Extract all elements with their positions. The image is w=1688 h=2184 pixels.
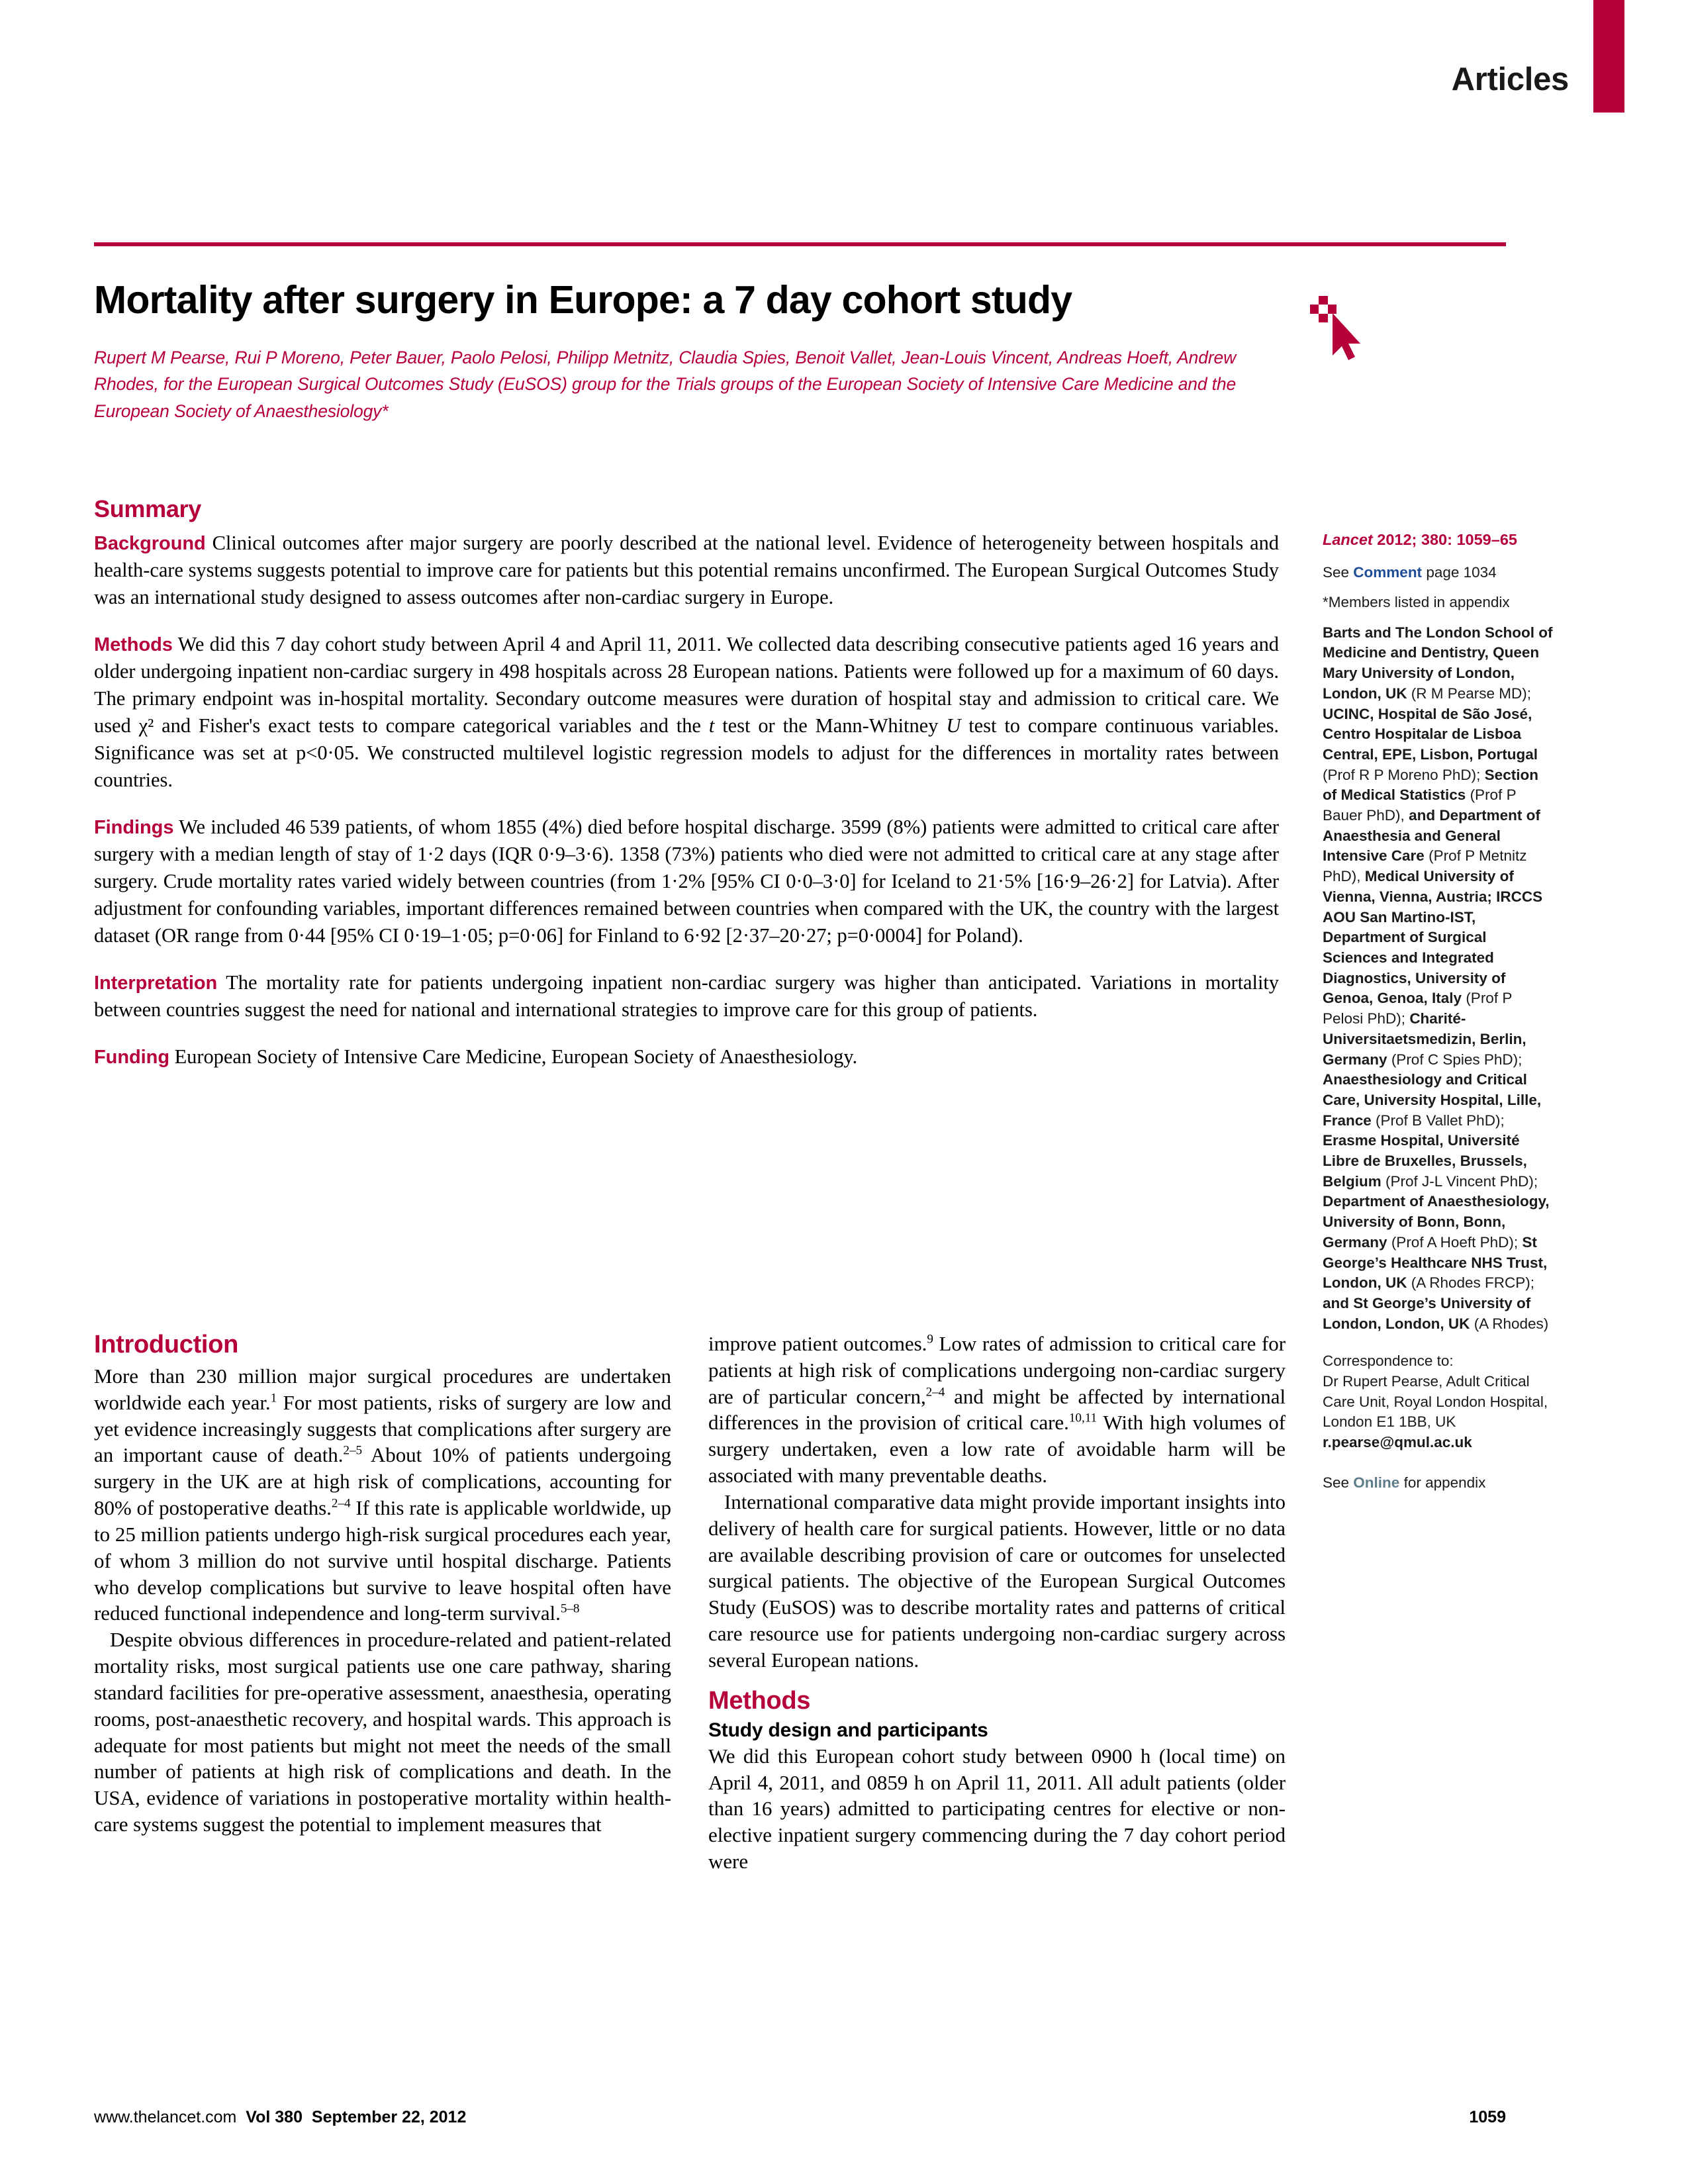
sidebar-metadata [1323, 530, 1553, 1494]
intro-p3-b: Low rates of admission to critical care for patients at high risk of complications undergoing non-cardiac surgery are of particular concern, [708, 1332, 1286, 1408]
intro-paragraph-3 [708, 1331, 1286, 1489]
body-column-left [94, 1331, 671, 2072]
running-head [0, 0, 1688, 119]
section-heading-introduction: Introduction [94, 1331, 239, 1358]
intro-p3-a: improve patient outcomes. [708, 1332, 927, 1355]
footer-url[interactable]: www.thelancet.com [94, 2108, 237, 2126]
ref-sup-2: 2–5 [343, 1444, 363, 1458]
see-online-post: for appendix [1399, 1474, 1486, 1491]
affiliation-person: (Prof R P Moreno PhD); [1323, 766, 1485, 783]
ref-sup-4: 5–8 [560, 1602, 580, 1617]
footer-left [94, 2108, 466, 2127]
correspondence-address: Dr Rupert Pearse, Adult Critical Care Unit, Royal London Hospital, London E1 1BB, UK [1323, 1373, 1548, 1431]
affiliation-item [1323, 1132, 1538, 1189]
cursor-arrow-icon [1333, 313, 1360, 360]
subsection-heading-study-design: Study design and participants [708, 1719, 988, 1741]
intro-paragraph-2: Despite obvious differences in procedure-related and patient-related mortality risks, most surgical patients use one care pathway, sharing standard facilities for pre-operative assessment, anaesthesia, operating rooms, post-anaesthetic recovery, and hospital wards. This approach is adequate for most patients but might not meet the needs of the small number of patients at high risk of complications and death. In the USA, evidence of variations in postoperative mortality within health-care systems suggest the potential to implement measures that [94, 1628, 671, 1836]
affiliation-person: (R M Pearse MD); [1407, 685, 1531, 702]
summary-findings-text: We included 46 539 patients, of whom 1855 (4%) died before hospital discharge. 3599 (8%) patients were admitted to critical care after surgery with a median length of stay of 1·2 days (IQR 0·9–3·6). 1358 (73%) patients who died were not admitted to critical care at any stage after surgery. Crude mortality rates varied widely between countries (from 1·2% [95% CI 0·0–3·0] for Iceland to 21·5% [16·9–26·2] for Latvia). After adjustment for confounding variables, important differences remained between countries when compared with the UK, the country with the largest dataset (OR range from 0·44 [95% CI 0·19–1·05; p=0·06] for Finland to 6·92 [2·37–20·27; p=0·0004] for Poland). [94, 816, 1279, 947]
running-head-accent-bar [1593, 0, 1624, 113]
affiliations-block [1323, 623, 1553, 1335]
summary-background-label: Background [94, 533, 206, 554]
summary-methods-label: Methods [94, 634, 173, 656]
affiliation-item [1323, 868, 1542, 1027]
summary-methods [94, 631, 1279, 794]
intro-p1-c: About 10% of patients undergoing surgery in the UK are at high risk of complications, accounting for 80% of postoperative deaths. [94, 1443, 671, 1520]
summary-findings-label: Findings [94, 817, 174, 839]
title-block [94, 278, 1279, 424]
summary-background-text: Clinical outcomes after major surgery are poorly described at the national level. Evidence of heterogeneity between hospitals and health-care systems suggests potential to improve care for patients but this potential remains unconfirmed. The European Surgical Outcomes Study was an international study designed to assess outcomes after non-cardiac surgery in Europe. [94, 532, 1279, 609]
summary-interpretation-label: Interpretation [94, 973, 218, 994]
see-comment-line [1323, 563, 1553, 583]
summary-findings [94, 814, 1279, 949]
affiliation-org: Erasme Hospital, Université Libre de Bruxelles, Brussels, Belgium [1323, 1132, 1527, 1190]
summary-methods-text-2: test or the Mann-Whitney [714, 714, 947, 737]
journal-name: Lancet [1323, 531, 1373, 548]
affiliation-person: (Prof A Hoeft PhD); [1387, 1233, 1523, 1251]
see-comment-pre: See [1323, 563, 1354, 581]
body-columns [94, 1331, 1286, 2072]
summary-background [94, 530, 1279, 611]
summary-methods-italic-t: t [708, 714, 715, 737]
affiliation-person: (Prof C Spies PhD); [1387, 1051, 1523, 1068]
ref-sup-9: 9 [927, 1332, 933, 1347]
summary-methods-text-3: test to compare continuous variables. Significance was set at p<0·05. We constructed multilevel logistic regression models to adjust for the differences in mortality rates between countries. [94, 714, 1279, 792]
ref-sup-10-11: 10,11 [1068, 1411, 1098, 1426]
comment-link[interactable]: Comment [1353, 563, 1423, 581]
journal-citation [1323, 530, 1553, 550]
affiliation-org: Anaesthesiology and Critical Care, University Hospital, Lille, France [1323, 1071, 1542, 1129]
body-column-right [708, 1331, 1286, 2072]
affiliation-person: (Prof J-L Vincent PhD); [1381, 1172, 1538, 1190]
affiliation-item [1323, 1295, 1548, 1332]
ref-sup-2-4: 2–4 [925, 1385, 945, 1400]
intro-p3-d: With high volumes of surgery undertaken, even a low rate of avoidable harm will be associated with many preventable deaths. [708, 1411, 1286, 1488]
mouse-cursor [1299, 292, 1372, 371]
affiliation-person: (Prof P Metnitz PhD), [1323, 847, 1527, 885]
ref-sup-1: 1 [270, 1391, 277, 1405]
affiliation-person: (Prof B Vallet PhD); [1371, 1112, 1505, 1129]
summary-section [94, 495, 1279, 1070]
methods-paragraph-1: We did this European cohort study between 0900 h (local time) on April 4, 2011, and 0859 h on April 11, 2011. All adult patients (older than 16 years) admitted to participating centres for elective or non-elective inpatient surgery commencing during the 7 day cohort period were [708, 1744, 1286, 1874]
section-heading-methods: Methods [708, 1686, 811, 1715]
ref-sup-3: 2–4 [331, 1496, 351, 1511]
affiliation-item [1323, 1071, 1541, 1128]
correspondence-block [1323, 1351, 1553, 1453]
members-appendix-note: *Members listed in appendix [1323, 594, 1510, 611]
affiliation-org: Department of Anaesthesiology, University of Bonn, Bonn, Germany [1323, 1193, 1550, 1251]
affiliation-org: St George’s Healthcare NHS Trust, London, UK [1323, 1233, 1548, 1292]
affiliation-person: (A Rhodes FRCP); [1407, 1274, 1535, 1292]
footer-page-number: 1059 [1469, 2108, 1506, 2126]
affiliation-org: and St George’s University of London, London, UK [1323, 1294, 1531, 1332]
intro-p1-b: For most patients, risks of surgery are low and yet evidence increasingly suggests that complications after surgery are an important cause of death. [94, 1390, 671, 1467]
see-online-line [1323, 1473, 1553, 1494]
online-link[interactable]: Online [1353, 1474, 1400, 1491]
footer-volume: Vol 380 [246, 2108, 303, 2126]
journal-citation-rest: 2012; 380: 1059–65 [1372, 531, 1517, 548]
correspondence-label: Correspondence to: [1323, 1353, 1454, 1370]
summary-interpretation-text: The mortality rate for patients undergoing inpatient non-cardiac surgery was higher than anticipated. Variations in mortality between countries suggest the need for national and international strategies to improve care for this group of patients. [94, 971, 1280, 1021]
affiliation-org: and Department of Anaesthesia and General Intensive Care [1323, 807, 1540, 865]
running-head-label: Articles [1451, 62, 1569, 97]
intro-paragraph-4: International comparative data might provide important insights into delivery of health care for surgical patients. However, little or no data are available describing provision of care or outcomes for unselected surgical patients. The objective of the European Surgical Outcomes Study (EuSOS) was to describe mortality rates and patterns of critical care resource use for patients undergoing non-cardiac surgery across several European nations. [708, 1490, 1286, 1672]
summary-funding [94, 1043, 1279, 1070]
intro-paragraph-1 [94, 1363, 671, 1627]
see-comment-post: page 1034 [1422, 563, 1497, 581]
correspondence-email[interactable]: r.pearse@qmul.ac.uk [1323, 1434, 1472, 1451]
intro-p3-c: and might be affected by international differences in the provision of critical care. [708, 1384, 1286, 1435]
page-footer [94, 2108, 1506, 2134]
affiliation-org: UCINC, Hospital de São José, Centro Hospitalar de Lisboa Central, EPE, Lisbon, Portugal [1323, 705, 1538, 763]
summary-heading: Summary [94, 495, 201, 522]
affiliation-org: Barts and The London School of Medicine and Dentistry, Queen Mary University of London, London, UK [1323, 624, 1553, 702]
affiliation-person: (A Rhodes) [1470, 1315, 1549, 1332]
author-list: Rupert M Pearse, Rui P Moreno, Peter Bauer, Paolo Pelosi, Philipp Metnitz, Claudia Spies, Benoit Vallet, Jean-Louis Vincent, Andreas Hoeft, Andrew Rhodes, for the European Surgical Outcomes Study (EuSOS) group for the Trials groups of the European Society of Intensive Care Medicine and the European Society of Anaesthesiology* [94, 348, 1237, 421]
footer-date: September 22, 2012 [311, 2108, 467, 2126]
intro-p1-a: More than 230 million major surgical procedures are undertaken worldwide each year. [94, 1364, 671, 1414]
page-title: Mortality after surgery in Europe: a 7 day cohort study [94, 278, 1072, 322]
summary-funding-label: Funding [94, 1047, 169, 1068]
intro-p1-d: If this rate is applicable worldwide, up to 25 million patients undergo high-risk surgical procedures each year, of whom 3 million do not survive until hospital discharge. Patients who develop complications but survive to leave hospital often have reduced functional independence and long-term survival. [94, 1496, 671, 1625]
affiliation-person: (Prof P Bauer PhD), [1323, 786, 1517, 824]
see-online-pre: See [1323, 1474, 1354, 1491]
summary-methods-text-1: We did this 7 day cohort study between April 4 and April 11, 2011. We collected data describing consecutive patients aged 16 years and older undergoing inpatient non-cardiac surgery in 498 hospitals across 28 European nations. Patients were followed up for a maximum of 60 days. The primary endpoint was in-hospital mortality. Secondary outcome measures were duration of hospital stay and admission to critical care. We used χ² and Fisher's exact tests to compare categorical variables and the [94, 633, 1279, 737]
affiliation-person: (Prof P Pelosi PhD); [1323, 990, 1512, 1027]
affiliation-org: Section of Medical Statistics [1323, 766, 1538, 804]
summary-methods-italic-u: U [946, 714, 961, 737]
plus-icon [1310, 296, 1336, 322]
affiliation-item [1323, 624, 1553, 702]
summary-interpretation [94, 969, 1279, 1023]
affiliation-org: Medical University of Vienna, Vienna, Austria; IRCCS AOU San Martino-IST, Department of Surgical Sciences and Integrated Diagnostics, University of Genoa, Genoa, Italy [1323, 868, 1543, 1007]
title-top-rule [94, 242, 1506, 246]
affiliation-org: Charité-Universitaetsmedizin, Berlin, Germany [1323, 1010, 1526, 1068]
affiliation-item [1323, 1193, 1550, 1250]
summary-funding-text: European Society of Intensive Care Medicine, European Society of Anaesthesiology. [174, 1045, 858, 1068]
